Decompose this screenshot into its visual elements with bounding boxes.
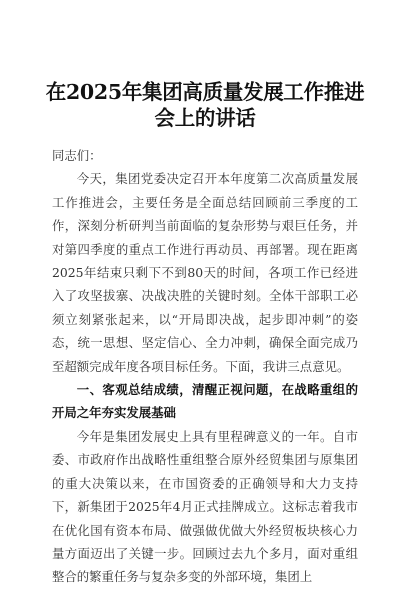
document-body [52, 144, 358, 589]
paragraph-section-1: 今年是集团发展史上具有里程碑意义的一年。自市委、市政府作出战略性重组整合原外经贸集团与原集团的重大决策以来，在市国资委的正确领导和大力支持下，新集团于2025年4月正式挂牌成立。这标志着我市在优化国有资本布局、做强做优做大外经贸板块核心力量方面迈出了关键一步。回顾过去九个多月，面对重组整合的繁重任务与复杂多变的外部环境，集团上 [52, 428, 358, 585]
salutation: 同志们： [52, 148, 102, 163]
section-heading-1: 一、客观总结成绩，清醒正视问题，在战略重组的开局之年夯实发展基础 [52, 382, 358, 421]
paragraph-opening: 今天，集团党委决定召开本年度第二次高质量发展工作推进会，主要任务是全面总结回顾前三季度的工作，深刻分析研判当前面临的复杂形势与艰巨任务，并对第四季度的重点工作进行再动员、再部署。现在距离2025年结束只剩下不到80天的时间，各项工作已经进入了攻坚拔寨、决战决胜的关键时刻。全体干部职工必须立刻紧张起来，以“开局即决战，起步即冲刺”的姿态，统一思想、坚定信心、全力冲刺，确保全面完成乃至超额完成年度各项目标任务。下面，我讲三点意见。 [52, 171, 358, 374]
document-title: 在2025年集团高质量发展工作推进会上的讲话 [45, 80, 365, 130]
